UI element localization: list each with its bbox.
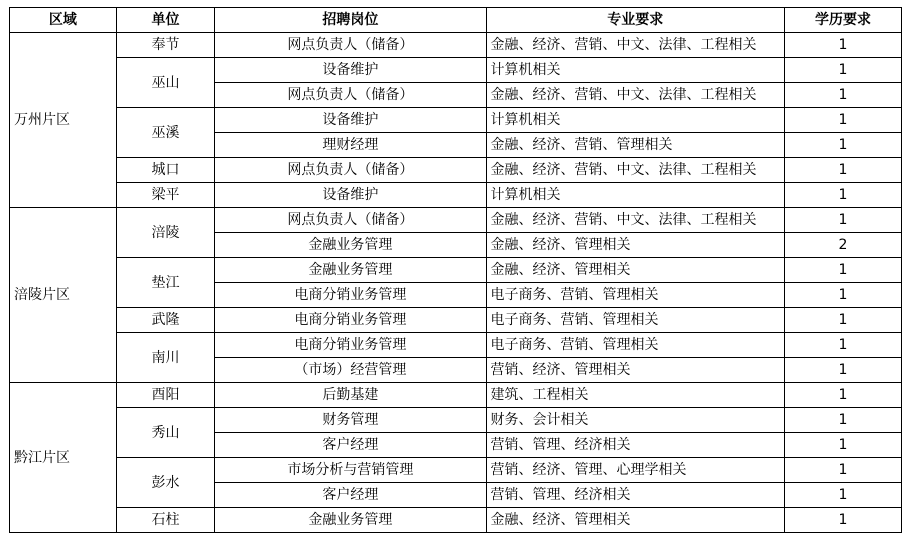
major-cell: 计算机相关 (486, 108, 784, 133)
region-cell: 万州片区 (10, 33, 117, 208)
table-row (10, 208, 902, 233)
post-cell: 设备维护 (215, 183, 486, 208)
education-count-cell: 1 (784, 183, 901, 208)
major-cell: 金融、经济、营销、中文、法律、工程相关 (486, 33, 784, 58)
major-cell: 营销、管理、经济相关 (486, 483, 784, 508)
recruitment-table (9, 7, 902, 533)
major-cell: 营销、经济、管理相关 (486, 358, 784, 383)
unit-cell: 涪陵 (116, 208, 215, 258)
post-cell: （市场）经营管理 (215, 358, 486, 383)
header-major: 专业要求 (486, 8, 784, 33)
header-row (10, 8, 902, 33)
post-cell: 客户经理 (215, 483, 486, 508)
education-count-cell: 1 (784, 283, 901, 308)
major-cell: 金融、经济、管理相关 (486, 508, 784, 533)
education-count-cell: 1 (784, 108, 901, 133)
education-count-cell: 1 (784, 308, 901, 333)
unit-cell: 武隆 (116, 308, 215, 333)
education-count-cell: 1 (784, 408, 901, 433)
education-count-cell: 1 (784, 258, 901, 283)
unit-cell: 酉阳 (116, 383, 215, 408)
education-count-cell: 1 (784, 383, 901, 408)
post-cell: 财务管理 (215, 408, 486, 433)
education-count-cell: 1 (784, 508, 901, 533)
education-count-cell: 1 (784, 483, 901, 508)
unit-cell: 垫江 (116, 258, 215, 308)
major-cell: 金融、经济、管理相关 (486, 258, 784, 283)
major-cell: 计算机相关 (486, 183, 784, 208)
post-cell: 电商分销业务管理 (215, 308, 486, 333)
region-cell: 黔江片区 (10, 383, 117, 533)
major-cell: 电子商务、营销、管理相关 (486, 283, 784, 308)
education-count-cell: 1 (784, 133, 901, 158)
education-count-cell: 1 (784, 83, 901, 108)
table-row (10, 333, 902, 358)
table-row (10, 108, 902, 133)
unit-cell: 石柱 (116, 508, 215, 533)
table-row (10, 158, 902, 183)
post-cell: 网点负责人（储备） (215, 83, 486, 108)
post-cell: 客户经理 (215, 433, 486, 458)
major-cell: 电子商务、营销、管理相关 (486, 308, 784, 333)
unit-cell: 奉节 (116, 33, 215, 58)
major-cell: 计算机相关 (486, 58, 784, 83)
major-cell: 金融、经济、营销、管理相关 (486, 133, 784, 158)
table-row (10, 408, 902, 433)
post-cell: 网点负责人（储备） (215, 33, 486, 58)
post-cell: 金融业务管理 (215, 233, 486, 258)
education-count-cell: 1 (784, 58, 901, 83)
table-row (10, 508, 902, 533)
table-row (10, 258, 902, 283)
table-body (10, 33, 902, 533)
unit-cell: 梁平 (116, 183, 215, 208)
header-unit: 单位 (116, 8, 215, 33)
education-count-cell: 2 (784, 233, 901, 258)
major-cell: 金融、经济、营销、中文、法律、工程相关 (486, 158, 784, 183)
header-post: 招聘岗位 (215, 8, 486, 33)
education-count-cell: 1 (784, 33, 901, 58)
education-count-cell: 1 (784, 333, 901, 358)
major-cell: 财务、会计相关 (486, 408, 784, 433)
education-count-cell: 1 (784, 158, 901, 183)
table-row (10, 58, 902, 83)
table-row (10, 33, 902, 58)
table-row (10, 183, 902, 208)
major-cell: 营销、管理、经济相关 (486, 433, 784, 458)
header-region: 区域 (10, 8, 117, 33)
post-cell: 电商分销业务管理 (215, 333, 486, 358)
education-count-cell: 1 (784, 358, 901, 383)
education-count-cell: 1 (784, 208, 901, 233)
unit-cell: 南川 (116, 333, 215, 383)
education-count-cell: 1 (784, 433, 901, 458)
post-cell: 网点负责人（储备） (215, 208, 486, 233)
post-cell: 后勤基建 (215, 383, 486, 408)
header-education: 学历要求 (784, 8, 901, 33)
major-cell: 金融、经济、营销、中文、法律、工程相关 (486, 208, 784, 233)
post-cell: 金融业务管理 (215, 508, 486, 533)
major-cell: 电子商务、营销、管理相关 (486, 333, 784, 358)
major-cell: 金融、经济、营销、中文、法律、工程相关 (486, 83, 784, 108)
table-row (10, 383, 902, 408)
post-cell: 设备维护 (215, 108, 486, 133)
unit-cell: 巫山 (116, 58, 215, 108)
table-row (10, 458, 902, 483)
unit-cell: 彭水 (116, 458, 215, 508)
unit-cell: 巫溪 (116, 108, 215, 158)
major-cell: 建筑、工程相关 (486, 383, 784, 408)
region-cell: 涪陵片区 (10, 208, 117, 383)
table-row (10, 308, 902, 333)
post-cell: 金融业务管理 (215, 258, 486, 283)
post-cell: 理财经理 (215, 133, 486, 158)
major-cell: 营销、经济、管理、心理学相关 (486, 458, 784, 483)
post-cell: 市场分析与营销管理 (215, 458, 486, 483)
major-cell: 金融、经济、管理相关 (486, 233, 784, 258)
unit-cell: 秀山 (116, 408, 215, 458)
unit-cell: 城口 (116, 158, 215, 183)
post-cell: 设备维护 (215, 58, 486, 83)
education-count-cell: 1 (784, 458, 901, 483)
post-cell: 电商分销业务管理 (215, 283, 486, 308)
post-cell: 网点负责人（储备） (215, 158, 486, 183)
